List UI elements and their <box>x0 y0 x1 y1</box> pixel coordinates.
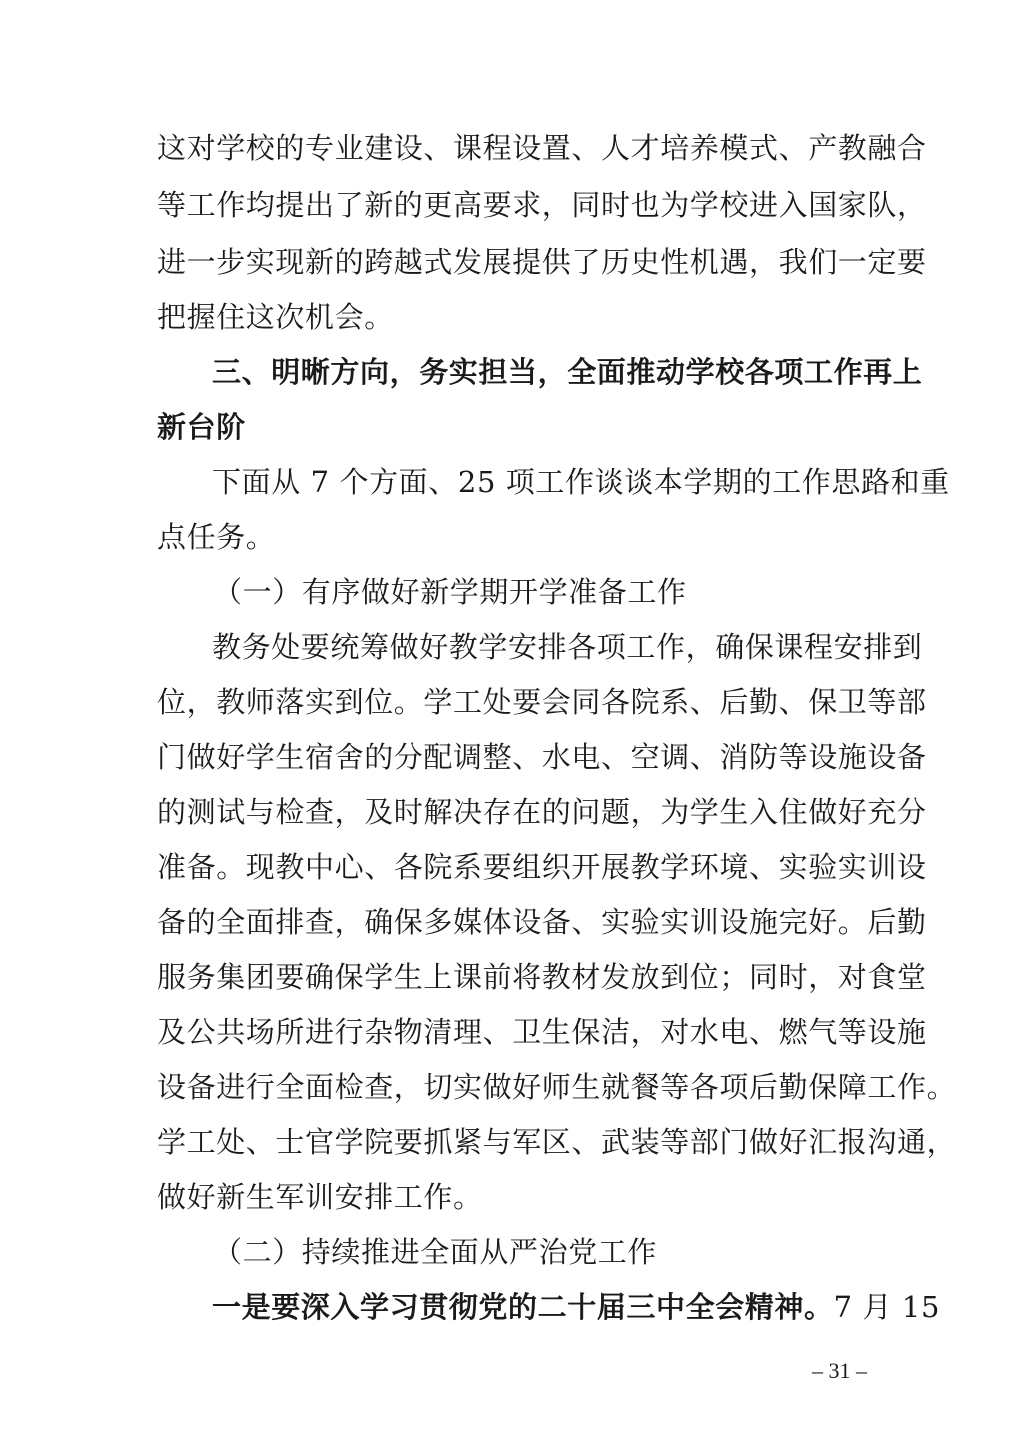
body-text-line: 点任务。 <box>157 520 276 554</box>
emphasis-text: 一是要深入学习贯彻党的二十届三中全会精神。 <box>212 1290 834 1324</box>
body-text-line: 教务处要统筹做好教学安排各项工作，确保课程安排到 <box>212 630 923 664</box>
subsection-heading: （二）持续推进全面从严治党工作 <box>213 1235 658 1269</box>
body-text-line: 准备。现教中心、各院系要组织开展教学环境、实验实训设 <box>157 850 927 884</box>
body-text-line: 这对学校的专业建设、课程设置、人才培养模式、产教融合 <box>157 131 927 165</box>
body-text-line: 设备进行全面检查，切实做好师生就餐等各项后勤保障工作。 <box>157 1070 957 1104</box>
page-number: – 31 – <box>812 1358 867 1383</box>
subsection-heading: （一）有序做好新学期开学准备工作 <box>213 575 687 609</box>
date-text: 7 月 15 <box>833 1290 940 1324</box>
body-text-line: 及公共场所进行杂物清理、卫生保洁，对水电、燃气等设施 <box>157 1015 927 1049</box>
body-text-line: 把握住这次机会。 <box>157 300 394 334</box>
body-text-line: 等工作均提出了新的更高要求，同时也为学校进入国家队， <box>157 188 927 222</box>
section-heading: 三、明晰方向，务实担当，全面推动学校各项工作再上 <box>212 355 923 389</box>
body-text-line: 下面从 7 个方面、25 项工作谈谈本学期的工作思路和重 <box>212 465 950 499</box>
body-text-line: 进一步实现新的跨越式发展提供了历史性机遇，我们一定要 <box>157 245 927 279</box>
body-text-line: 服务集团要确保学生上课前将教材发放到位；同时，对食堂 <box>157 960 927 994</box>
body-text-line: 门做好学生宿舍的分配调整、水电、空调、消防等设施设备 <box>157 740 927 774</box>
body-text-line-mixed <box>212 1287 940 1327</box>
body-text-line: 做好新生军训安排工作。 <box>157 1180 483 1214</box>
body-text-line: 学工处、士官学院要抓紧与军区、武装等部门做好汇报沟通， <box>157 1125 957 1159</box>
section-heading-continuation: 新台阶 <box>157 410 246 444</box>
body-text-line: 备的全面排查，确保多媒体设备、实验实训设施完好。后勤 <box>157 905 927 939</box>
body-text-line: 位，教师落实到位。学工处要会同各院系、后勤、保卫等部 <box>157 685 927 719</box>
body-text-line: 的测试与检查，及时解决存在的问题，为学生入住做好充分 <box>157 795 927 829</box>
